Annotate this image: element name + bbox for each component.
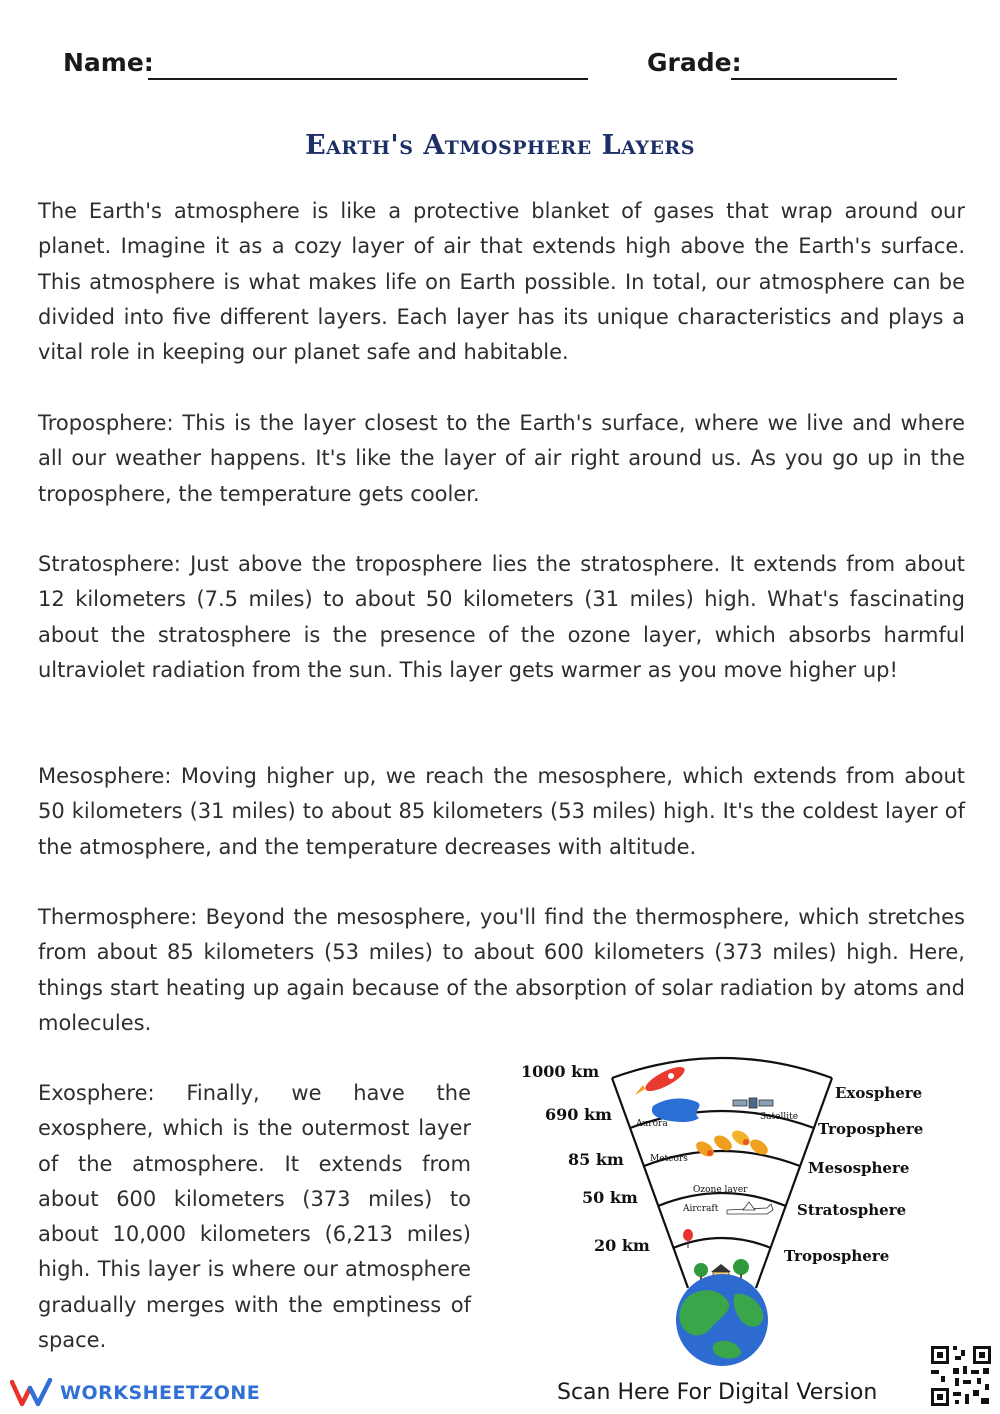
name-blank-line[interactable] [148,78,588,80]
layer-label-exosphere: Exosphere [835,1084,923,1102]
grade-blank-line[interactable] [731,78,897,80]
troposphere-paragraph: Troposphere: This is the layer closest to the Earth's surface, where we live and where all our weather happens. It's like the layer of air right around us. As you go up in the troposphere, the temperature gets cooler. [38,411,965,506]
altitude-label-690km: 690 km [545,1105,612,1124]
layer-label-troposphere: Troposphere [784,1247,890,1265]
stratosphere-paragraph: Stratosphere: Just above the troposphere lies the stratosphere. It extends from about 12 kilometers (7.5 miles) to about 50 kilometers (31 miles) high. What's fascinating about the stratosphere is the presence of the ozone layer, which absorbs harmful ultraviolet radiation from the sun. This layer gets warmer as you move higher up! [38,552,965,682]
aircraft-icon [727,1202,773,1214]
worksheetzone-logo[interactable] [10,1378,270,1408]
grade-label: Grade: [647,48,742,77]
aircraft-label: Aircraft [683,1204,719,1214]
weather-balloon-icon [683,1229,693,1248]
altitude-label-1000km: 1000 km [521,1062,600,1081]
qr-code-icon[interactable] [928,1343,994,1409]
page-title: Earth's Atmosphere Layers [305,130,695,161]
layer-label-stratosphere: Stratosphere [797,1201,907,1219]
logo-text: WORKSHEETZONE [60,1382,261,1404]
student-info-row [63,48,923,90]
layer-label-mesosphere: Mesosphere [808,1159,910,1177]
satellite-icon [733,1098,773,1108]
name-label: Name: [63,48,154,77]
scan-instruction: Scan Here For Digital Version [557,1380,878,1405]
exosphere-paragraph: Exosphere: Finally, we have the exosphere, which is the outermost layer of the atmosphere. It extends from about 600 kilometers (373 miles) to about 10,000 kilometers (6,213 miles) high. This layer is where our atmosphere gradually merges with the emptiness of space. [38,1081,471,1353]
earth-globe-icon [676,1274,768,1366]
thermosphere-paragraph: Thermosphere: Beyond the mesosphere, you'll find the thermosphere, which stretches from about 85 kilometers (53 miles) to about 600 kilometers (373 miles) high. Here, things start heating up again because of the absorption of solar radiation by atoms and molecules. [38,905,965,1035]
logo-mark-icon [10,1378,54,1408]
aurora-label: Aurora [636,1119,668,1129]
atmosphere-layers-diagram [505,1048,925,1373]
intro-paragraph: The Earth's atmosphere is like a protective blanket of gases that wrap around our planet. Imagine it as a cozy layer of air that extends high above the Earth's surface. This atmosphere is what makes life on Earth possible. In total, our atmosphere can be divided into five different layers. Each layer has its unique characteristics and plays a vital role in keeping our planet safe and habitable. [38,199,965,365]
layer-label-upper: Troposphere [818,1120,924,1138]
ozone-layer-label: Ozone layer [693,1185,748,1195]
meteors-label: Meteors [650,1154,688,1164]
satellite-label: Satellite [760,1112,799,1122]
altitude-label-85km: 85 km [568,1150,624,1169]
altitude-label-50km: 50 km [582,1188,638,1207]
altitude-label-20km: 20 km [594,1236,650,1255]
mesosphere-paragraph: Mesosphere: Moving higher up, we reach the mesosphere, which extends from about 50 kilometers (31 miles) to about 85 kilometers (53 miles) high. It's the coldest layer of the atmosphere, and the temperature decreases with altitude. [38,764,965,859]
